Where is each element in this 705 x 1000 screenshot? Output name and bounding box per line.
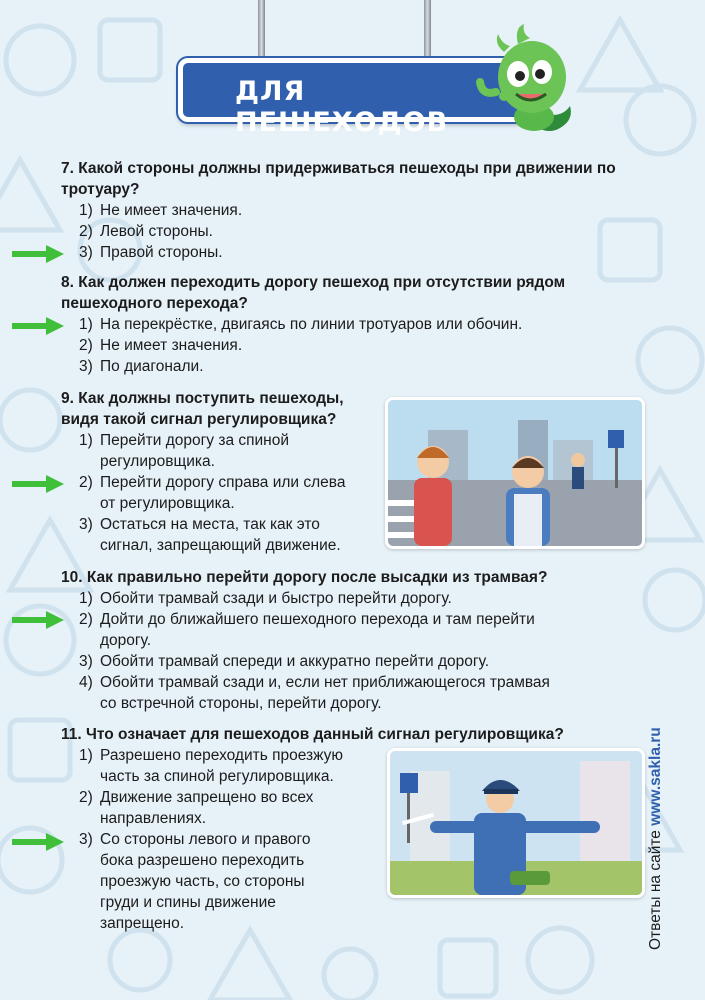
answer-number: 4) <box>79 674 93 691</box>
answer-text-cont: от регулировщика. <box>100 495 235 512</box>
answer-option <box>79 787 379 829</box>
answer-text: Перейти дорогу справа или слева <box>100 474 346 491</box>
answer-text: Обойти трамвай спереди и аккуратно перейти дорогу. <box>100 653 490 670</box>
answer-text: Дойти до ближайшего пешеходного перехода и там перейти <box>100 611 535 628</box>
answer-option <box>79 200 661 221</box>
answer-number: 2) <box>79 337 93 354</box>
illustration-traffic-officer <box>387 748 645 898</box>
answer-text-cont: запрещено. <box>100 915 185 932</box>
answer-text-cont: бока разрешено переходить <box>100 852 305 869</box>
answer-text: Разрешено переходить проезжую <box>100 747 344 764</box>
answer-number: 1) <box>79 747 93 764</box>
answer-text: Движение запрещено во всех <box>100 789 314 806</box>
answer-text: Со стороны левого и правого <box>100 831 311 848</box>
answer-option <box>79 745 379 787</box>
question-8 <box>61 272 661 377</box>
question-title: 8. Как должен переходить дорогу пешеход при отсутствии рядом пешеходного перехода? <box>61 274 566 312</box>
correct-answer-arrow-icon <box>10 609 66 631</box>
answer-number: 2) <box>79 611 93 628</box>
answer-number: 3) <box>79 244 93 261</box>
correct-answer-arrow-icon <box>10 315 66 337</box>
mascot-illustration <box>474 22 584 140</box>
site-link[interactable]: www.sakla.ru <box>647 727 664 826</box>
answer-text: Остаться на места, так как это <box>100 516 320 533</box>
answer-option <box>79 829 379 934</box>
question-title: 11. Что означает для пешеходов данный сигнал регулировщика? <box>61 726 564 743</box>
answer-option <box>79 356 661 377</box>
correct-answer-arrow-icon <box>10 473 66 495</box>
answer-option <box>79 335 661 356</box>
question-title <box>61 388 391 430</box>
answer-option <box>79 242 661 263</box>
answer-number: 3) <box>79 831 93 848</box>
answer-number: 3) <box>79 653 93 670</box>
answer-text: По диагонали. <box>100 358 204 375</box>
answer-number: 3) <box>79 516 93 533</box>
answer-option <box>79 609 661 651</box>
question-title-line: 9. Как должны поступить пешеходы, <box>61 390 344 407</box>
answer-number: 1) <box>79 202 93 219</box>
answer-text-cont: дорогу. <box>100 632 152 649</box>
answer-number: 2) <box>79 474 93 491</box>
question-title: 7. Какой стороны должны придерживаться пешеходы при движении по тротуару? <box>61 160 616 198</box>
answer-text-cont: сигнал, запрещающий движение. <box>100 537 341 554</box>
answer-option <box>79 672 661 714</box>
answer-text-cont: часть за спиной регулировщика. <box>100 768 334 785</box>
answer-option <box>79 651 661 672</box>
answer-number: 2) <box>79 789 93 806</box>
answer-text: Обойти трамвай сзади и, если нет приближающегося трамвая <box>100 674 550 691</box>
correct-answer-arrow-icon <box>10 831 66 853</box>
answer-text-cont: груди и спины движение <box>100 894 276 911</box>
question-10 <box>61 567 661 714</box>
answer-text: На перекрёстке, двигаясь по линии тротуаров или обочин. <box>100 316 523 333</box>
correct-answer-arrow-icon <box>10 243 66 265</box>
answer-text-cont: направлениях. <box>100 810 207 827</box>
page-title: ДЛЯ ПЕШЕХОДОВ <box>235 76 449 138</box>
question-title: 10. Как правильно перейти дорогу после высадки из трамвая? <box>61 569 548 586</box>
answer-text: Не имеет значения. <box>100 337 243 354</box>
question-9 <box>61 388 391 556</box>
answer-number: 3) <box>79 358 93 375</box>
answer-number: 2) <box>79 223 93 240</box>
answer-number: 1) <box>79 316 93 333</box>
sign-pole-left <box>258 0 265 66</box>
question-7 <box>61 158 661 263</box>
answer-option <box>79 430 391 472</box>
site-caption-prefix: Ответы на сайте <box>647 825 664 950</box>
answer-text: Перейти дорогу за спиной <box>100 432 290 449</box>
answer-text-cont: проезжую часть, со стороны <box>100 873 305 890</box>
answer-text-cont: со встречной стороны, перейти дорогу. <box>100 695 382 712</box>
answer-option <box>79 314 661 335</box>
illustration-two-boys-crossing <box>385 397 645 549</box>
answer-option <box>79 514 391 556</box>
answer-number: 1) <box>79 432 93 449</box>
answer-option <box>79 472 391 514</box>
answer-text: Левой стороны. <box>100 223 213 240</box>
answers-site-caption <box>647 727 665 950</box>
answer-text-cont: регулировщика. <box>100 453 215 470</box>
sign-pole-right <box>424 0 431 66</box>
answer-text: Правой стороны. <box>100 244 223 261</box>
answer-text: Не имеет значения. <box>100 202 243 219</box>
answer-option <box>79 588 661 609</box>
answer-number: 1) <box>79 590 93 607</box>
answer-option <box>79 221 661 242</box>
answer-text: Обойти трамвай сзади и быстро перейти дорогу. <box>100 590 452 607</box>
question-title-line: видя такой сигнал регулировщика? <box>61 411 337 428</box>
